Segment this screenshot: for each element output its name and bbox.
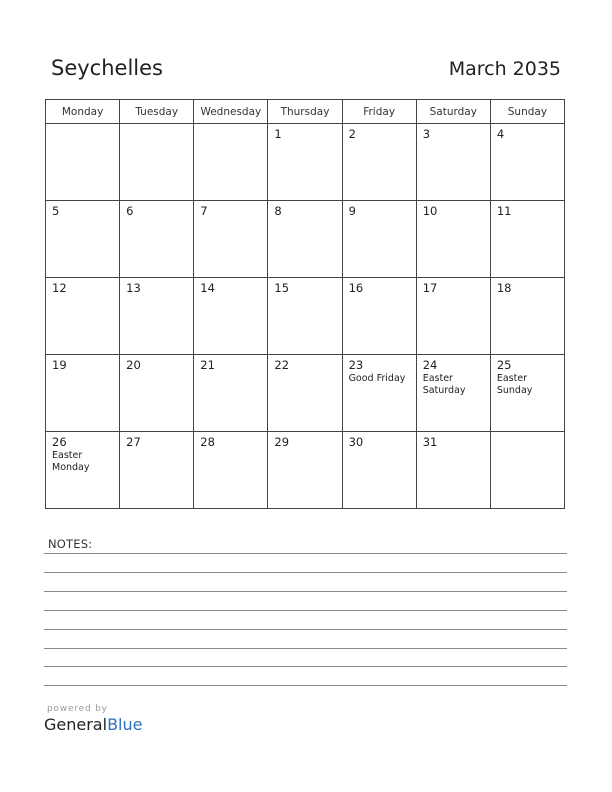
day-cell	[342, 124, 416, 201]
day-number: 11	[496, 204, 512, 218]
day-cell-content	[194, 278, 267, 295]
week-row	[46, 355, 565, 432]
day-cell-content	[343, 124, 416, 141]
day-cell-content	[417, 432, 490, 449]
day-cell	[120, 201, 194, 278]
week-row	[46, 201, 565, 278]
day-number: 3	[422, 127, 431, 141]
day-number: 8	[274, 204, 282, 218]
powered-by-text: powered by	[47, 704, 108, 714]
weekday-header-row	[46, 100, 565, 124]
calendar-body	[46, 124, 565, 509]
day-cell	[194, 432, 268, 509]
day-number: 25	[496, 358, 512, 372]
notes-line	[44, 572, 567, 573]
day-cell	[490, 278, 564, 355]
day-cell	[120, 124, 194, 201]
day-number: 27	[126, 435, 141, 449]
day-number: 30	[348, 435, 364, 449]
day-cell-content	[417, 278, 490, 295]
notes-line	[44, 610, 567, 611]
day-cell	[416, 124, 490, 201]
day-cell	[268, 278, 342, 355]
holiday-label: Easter Monday	[52, 450, 90, 473]
day-cell	[194, 201, 268, 278]
week-row	[46, 432, 565, 509]
day-cell-content	[491, 124, 564, 141]
holiday-label: Easter Sunday	[496, 373, 533, 396]
day-number: 7	[200, 204, 208, 218]
day-cell-content	[194, 201, 267, 218]
day-cell	[268, 124, 342, 201]
day-cell-content	[417, 124, 490, 141]
day-cell-content	[120, 355, 193, 372]
day-cell-content	[194, 355, 267, 372]
notes-line	[44, 591, 567, 592]
day-cell-content	[46, 278, 119, 295]
weekday-label: Friday	[342, 100, 416, 124]
notes-line	[44, 648, 567, 649]
day-number: 14	[200, 281, 215, 295]
holiday-label: Good Friday	[348, 373, 406, 384]
day-cell-content	[268, 278, 341, 295]
day-number: 18	[496, 281, 512, 295]
day-cell-content	[46, 355, 119, 372]
day-cell-content	[343, 355, 416, 385]
day-cell	[46, 432, 120, 509]
day-number: 23	[348, 358, 364, 372]
day-cell-content	[268, 355, 341, 372]
day-cell	[342, 278, 416, 355]
day-cell	[120, 278, 194, 355]
month-title: March 2035	[448, 58, 561, 80]
day-cell-content	[120, 124, 193, 127]
day-cell	[46, 278, 120, 355]
notes-line	[44, 666, 567, 667]
notes-line	[44, 553, 567, 554]
day-cell	[342, 201, 416, 278]
notes-line	[44, 685, 567, 686]
day-cell-content	[194, 124, 267, 127]
day-cell-content	[120, 278, 193, 295]
day-number: 24	[422, 358, 438, 372]
day-number: 6	[126, 204, 134, 218]
day-number: 31	[422, 435, 438, 449]
day-number: 26	[52, 435, 67, 449]
weekday-label: Tuesday	[120, 100, 194, 124]
day-number: 4	[496, 127, 505, 141]
generalblue-logo	[44, 715, 142, 734]
country-title: Seychelles	[51, 56, 163, 80]
day-number: 1	[274, 127, 282, 141]
day-cell	[268, 355, 342, 432]
day-cell-content	[343, 432, 416, 449]
notes-line	[44, 629, 567, 630]
day-cell-content	[46, 201, 119, 218]
day-cell	[342, 355, 416, 432]
day-cell	[490, 201, 564, 278]
week-row	[46, 124, 565, 201]
day-cell	[416, 432, 490, 509]
day-cell	[46, 124, 120, 201]
day-cell-content	[491, 278, 564, 295]
day-number: 10	[422, 204, 438, 218]
day-cell-content	[491, 201, 564, 218]
day-cell-content	[491, 432, 564, 435]
day-number: 29	[274, 435, 290, 449]
week-row	[46, 278, 565, 355]
day-cell-content	[268, 124, 341, 141]
day-number: 19	[52, 358, 67, 372]
weekday-label: Monday	[46, 100, 120, 124]
day-cell	[416, 278, 490, 355]
day-cell-content	[268, 432, 341, 449]
logo-general-text: General	[44, 715, 108, 734]
day-cell	[46, 201, 120, 278]
weekday-label: Saturday	[416, 100, 490, 124]
day-cell-content	[343, 201, 416, 218]
day-number: 20	[126, 358, 141, 372]
day-number: 21	[200, 358, 215, 372]
day-number: 5	[52, 204, 60, 218]
day-cell-content	[46, 432, 119, 474]
day-cell-content	[194, 432, 267, 449]
day-cell-content	[120, 432, 193, 449]
day-number: 17	[422, 281, 438, 295]
day-cell	[342, 432, 416, 509]
calendar-grid	[45, 99, 565, 509]
day-number: 28	[200, 435, 215, 449]
weekday-label: Thursday	[268, 100, 342, 124]
day-cell-content	[343, 278, 416, 295]
weekday-label: Wednesday	[194, 100, 268, 124]
day-cell	[490, 355, 564, 432]
day-number: 22	[274, 358, 290, 372]
day-cell-content	[120, 201, 193, 218]
day-cell-content	[268, 201, 341, 218]
day-number: 9	[348, 204, 356, 218]
day-cell-content	[491, 355, 564, 397]
day-cell	[194, 355, 268, 432]
day-cell	[490, 432, 564, 509]
day-cell-content	[417, 201, 490, 218]
day-number: 12	[52, 281, 67, 295]
day-cell	[120, 355, 194, 432]
day-number: 15	[274, 281, 290, 295]
day-cell	[194, 124, 268, 201]
day-cell	[194, 278, 268, 355]
day-number: 13	[126, 281, 141, 295]
day-cell-content	[417, 355, 490, 397]
day-cell-content	[46, 124, 119, 127]
logo-blue-text: Blue	[107, 715, 143, 734]
day-cell	[416, 201, 490, 278]
day-cell	[268, 201, 342, 278]
weekday-label: Sunday	[490, 100, 564, 124]
day-number: 2	[348, 127, 356, 141]
day-cell	[490, 124, 564, 201]
day-cell	[268, 432, 342, 509]
notes-label: NOTES:	[48, 537, 93, 551]
brand-footer	[44, 704, 142, 734]
holiday-label: Easter Saturday	[422, 373, 466, 396]
day-number: 16	[348, 281, 364, 295]
day-cell	[416, 355, 490, 432]
day-cell	[120, 432, 194, 509]
day-cell	[46, 355, 120, 432]
